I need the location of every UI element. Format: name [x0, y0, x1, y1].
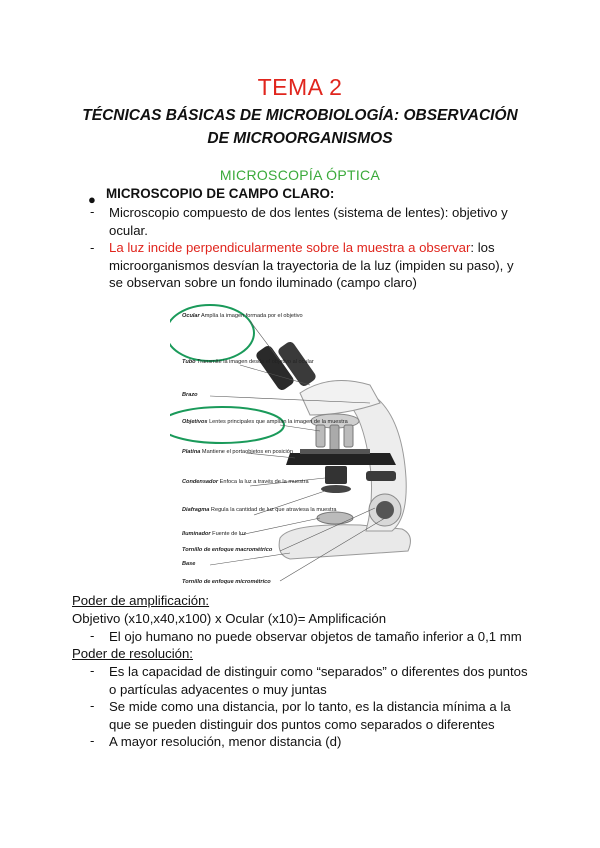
page-title: TEMA 2: [257, 74, 343, 100]
list-item: [109, 239, 549, 292]
amplification-heading: Poder de amplificación:: [72, 593, 210, 608]
resolution-heading: Poder de resolución:: [72, 646, 193, 661]
svg-text:Iluminador Fuente de luz: Iluminador Fuente de luz: [182, 531, 247, 537]
item-line: se observan sobre un fondo iluminado (campo claro): [109, 275, 417, 290]
microscope-illustration: [170, 303, 430, 588]
item-line: Microscopio compuesto de dos lentes (sistema de lentes): objetivo y: [109, 205, 508, 220]
dash-marker: -: [90, 698, 95, 713]
dash-marker: -: [90, 733, 95, 748]
highlight-text: La luz incide perpendicularmente sobre la muestra a observar: [109, 240, 471, 255]
svg-text:Platina Mantiene el portaobjet: Platina Mantiene el portaobjetos en posición: [182, 449, 294, 455]
dash-marker: -: [90, 663, 95, 678]
list-item: [109, 204, 508, 239]
item-line: microorganismos desvían la trayectoria de la luz (impiden su paso), y: [109, 257, 514, 273]
item-line: o partículas adyacentes o muy juntas: [109, 681, 327, 697]
dash-marker: -: [90, 240, 95, 255]
svg-text:Tornillo de enfoque micrométri: Tornillo de enfoque micrométrico: [182, 579, 271, 585]
section-title: MICROSCOPÍA ÓPTICA: [219, 167, 381, 183]
svg-text:Objetivos Lentes principales q: Objetivos Lentes principales que amplían la imagen de la muestra: [182, 419, 348, 425]
fig-label: Ocular: [182, 313, 200, 319]
item-line: Es la capacidad de distinguir como “separados” o diferentes dos puntos: [109, 664, 528, 679]
list-item: A mayor resolución, menor distancia (d): [109, 734, 342, 749]
item-text: : los: [470, 240, 495, 255]
list-item: [109, 663, 528, 698]
list-item: [109, 698, 511, 733]
dash-marker: -: [90, 628, 95, 643]
item-line: que se pueden distinguir dos puntos como separados o diferentes: [109, 716, 495, 732]
svg-text:Brazo: Brazo: [182, 392, 198, 398]
svg-text:Diafragma Regula la cantidad d: Diafragma Regula la cantidad de luz que atraviesa la muestra: [182, 507, 337, 513]
svg-text:Base: Base: [182, 561, 196, 567]
amplification-formula: Objetivo (x10,x40,x100) x Ocular (x10)= Amplificación: [72, 611, 387, 626]
item-line: Se mide como una distancia, por lo tanto, es la distancia mínima a la: [109, 699, 511, 714]
item-line: ocular.: [109, 222, 148, 238]
svg-text:Condensador Enfoca la luz a tr: Condensador Enfoca la luz a través de la muestra: [182, 479, 309, 485]
svg-text:Ocular Amplía la imagen formad: Ocular Amplía la imagen formada por el objetivo: [182, 313, 303, 319]
list-item: El ojo humano no puede observar objetos de tamaño inferior a 0,1 mm: [109, 629, 522, 644]
subtitle-line-1: TÉCNICAS BÁSICAS DE MICROBIOLOGÍA: OBSERVACIÓN: [82, 107, 518, 124]
bullet-dot: ●: [88, 192, 96, 207]
page-subtitle: [40, 104, 560, 150]
svg-text:Tornillo de enfoque macrométri: Tornillo de enfoque macrométrico: [182, 547, 273, 553]
svg-text:Tubo Transmite la imagen desde: Tubo Transmite la imagen desde el objetivo al ocular: [182, 359, 314, 365]
bullet-heading: MICROSCOPIO DE CAMPO CLARO:: [106, 186, 335, 201]
dash-marker: -: [90, 204, 95, 219]
subtitle-line-2: DE MICROORGANISMOS: [207, 130, 393, 147]
item-line: [109, 239, 549, 257]
microscope-figure: [170, 303, 430, 588]
